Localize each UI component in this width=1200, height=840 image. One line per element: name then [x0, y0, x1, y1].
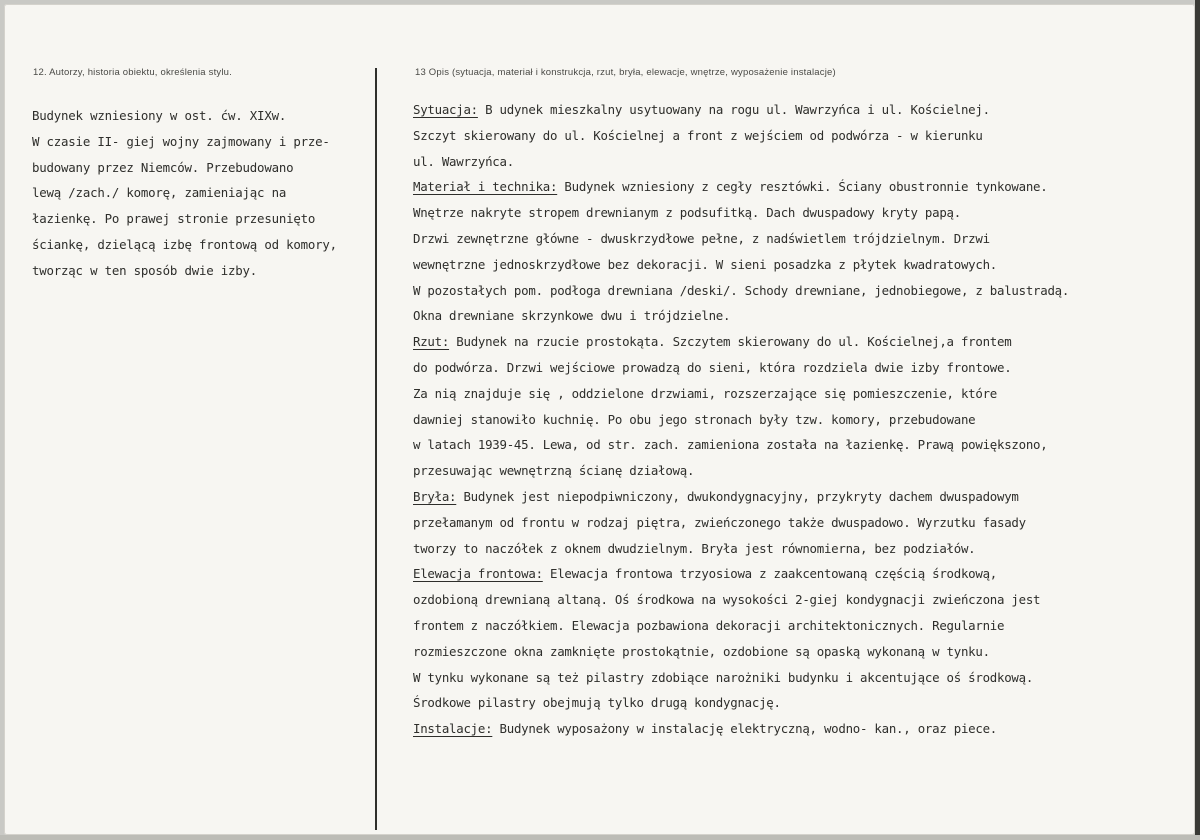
description-text-run: frontem z naczółkiem. Elewacja pozbawiona dekoracji architektonicznych. Regularnie [413, 617, 1005, 633]
section-label: Bryła: [413, 488, 457, 504]
description-line [413, 97, 1183, 123]
description-text-run: Budynek wzniesiony z cegły resztówki. Ściany obustronnie tynkowane. [557, 179, 1048, 195]
description-line [413, 252, 1183, 278]
description-line [413, 561, 1183, 587]
history-line: budowany przez Niemców. Przebudowano [32, 159, 294, 175]
description-line [413, 510, 1183, 536]
description-text-run: ul. Wawrzyńca. [413, 153, 514, 169]
description-text-run: wewnętrzne jednoskrzydłowe bez dekoracji. W sieni posadzka z płytek kwadratowych. [413, 256, 997, 272]
description-line [413, 432, 1183, 458]
description-text-run: Szczyt skierowany do ul. Kościelnej a front z wejściem od podwórza - w kierunku [413, 127, 983, 143]
description-text-run: Środkowe pilastry obejmują tylko drugą kondygnację. [413, 695, 781, 711]
description-text [413, 97, 1183, 742]
column-divider [375, 68, 377, 830]
section-label: Materiał i technika: [413, 179, 558, 195]
description-text-run: W pozostałych pom. podłoga drewniana /deski/. Schody drewniane, jednobiegowe, z balustradą. [413, 282, 1070, 298]
description-line [413, 458, 1183, 484]
section-label: Sytuacja: [413, 102, 478, 117]
description-text-run: dawniej stanowiło kuchnię. Po obu jego stronach były tzw. komory, przebudowane [413, 411, 976, 427]
description-text-run: Okna drewniane skrzynkowe dwu i trójdzielne. [413, 308, 731, 324]
description-text-run: B udynek mieszkalny usytuowany na rogu ul. Wawrzyńca i ul. Kościelnej. [477, 102, 990, 117]
description-line [413, 407, 1183, 433]
description-line [413, 665, 1183, 691]
section-13-heading: 13 Opis (sytuacja, materiał i konstrukcja, rzut, bryła, elewacje, wnętrze, wyposażenie instalacje) [415, 67, 836, 78]
description-text-run: Drzwi zewnętrzne główne - dwuskrzydłowe pełne, z nadświetlem trójdzielnym. Drzwi [413, 230, 990, 246]
description-line [413, 639, 1183, 665]
description-text-run: Budynek wyposażony w instalację elektryczną, wodno- kan., oraz piece. [492, 721, 997, 737]
description-line [413, 123, 1183, 149]
description-text-run: Za nią znajduje się , oddzielone drzwiami, rozszerzające się pomieszczenie, które [413, 385, 997, 401]
description-line [413, 536, 1183, 562]
description-line [413, 613, 1183, 639]
description-line [413, 587, 1183, 613]
description-line [413, 200, 1183, 226]
description-line [413, 329, 1183, 355]
description-line [413, 690, 1183, 716]
description-text-run: przesuwając wewnętrzną ścianę działową. [413, 463, 695, 479]
description-text-run: Elewacja frontowa trzyosiowa z zaakcentowaną częścią środkową, [542, 566, 997, 582]
description-line [413, 174, 1183, 200]
description-text-run: Wnętrze nakryte stropem drewnianym z podsufitką. Dach dwuspadowy kryty papą. [413, 205, 961, 221]
description-line [413, 149, 1183, 175]
history-line: lewą /zach./ komorę, zamieniając na [32, 185, 287, 201]
history-line: W czasie II- giej wojny zajmowany i prze- [32, 133, 330, 149]
section-12-heading: 12. Autorzy, historia obiektu, określenia stylu. [33, 67, 232, 78]
description-text-run: ozdobioną drewnianą altaną. Oś środkowa na wysokości 2-giej kondygnacji zwieńczona jest [413, 592, 1041, 608]
description-line [413, 381, 1183, 407]
card-edge-shadow [1195, 0, 1200, 840]
history-line: ściankę, dzielącą izbę frontową od komory, [32, 236, 337, 252]
description-text-run: tworzy to naczółek z oknem dwudzielnym. Bryła jest równomierna, bez podziałów. [413, 540, 976, 556]
description-text-run: rozmieszczone okna zamknięte prostokątnie, ozdobione są opaską wykonaną w tynku. [413, 643, 990, 659]
history-line: tworząc w ten sposób dwie izby. [32, 262, 258, 278]
history-text [32, 103, 372, 284]
section-label: Elewacja frontowa: [413, 566, 543, 582]
description-text-run: Budynek jest niepodpiwniczony, dwukondygnacyjny, przykryty dachem dwuspadowym [456, 488, 1019, 504]
description-line [413, 716, 1183, 742]
description-text-run: Budynek na rzucie prostokąta. Szczytem skierowany do ul. Kościelnej,a frontem [449, 334, 1012, 350]
description-line [413, 278, 1183, 304]
history-line: Budynek wzniesiony w ost. ćw. XIXw. [32, 108, 287, 123]
card-bottom-edge [0, 835, 1200, 840]
history-line: łazienkę. Po prawej stronie przesunięto [32, 211, 316, 227]
description-line [413, 226, 1183, 252]
description-text-run: przełamanym od frontu w rodzaj piętra, zwieńczonego także dwuspadowo. Wyrzutku fasady [413, 514, 1026, 530]
description-line [413, 355, 1183, 381]
description-text-run: do podwórza. Drzwi wejściowe prowadzą do sieni, która rozdziela dwie izby frontowe. [413, 359, 1012, 375]
section-label: Rzut: [413, 334, 450, 350]
description-text-run: W tynku wykonane są też pilastry zdobiące narożniki budynku i akcentujące oś środkową. [413, 669, 1034, 685]
section-label: Instalacje: [413, 721, 493, 737]
description-line [413, 484, 1183, 510]
description-text-run: w latach 1939-45. Lewa, od str. zach. zamieniona została na łazienkę. Prawą powiększono, [413, 437, 1048, 453]
description-line [413, 303, 1183, 329]
